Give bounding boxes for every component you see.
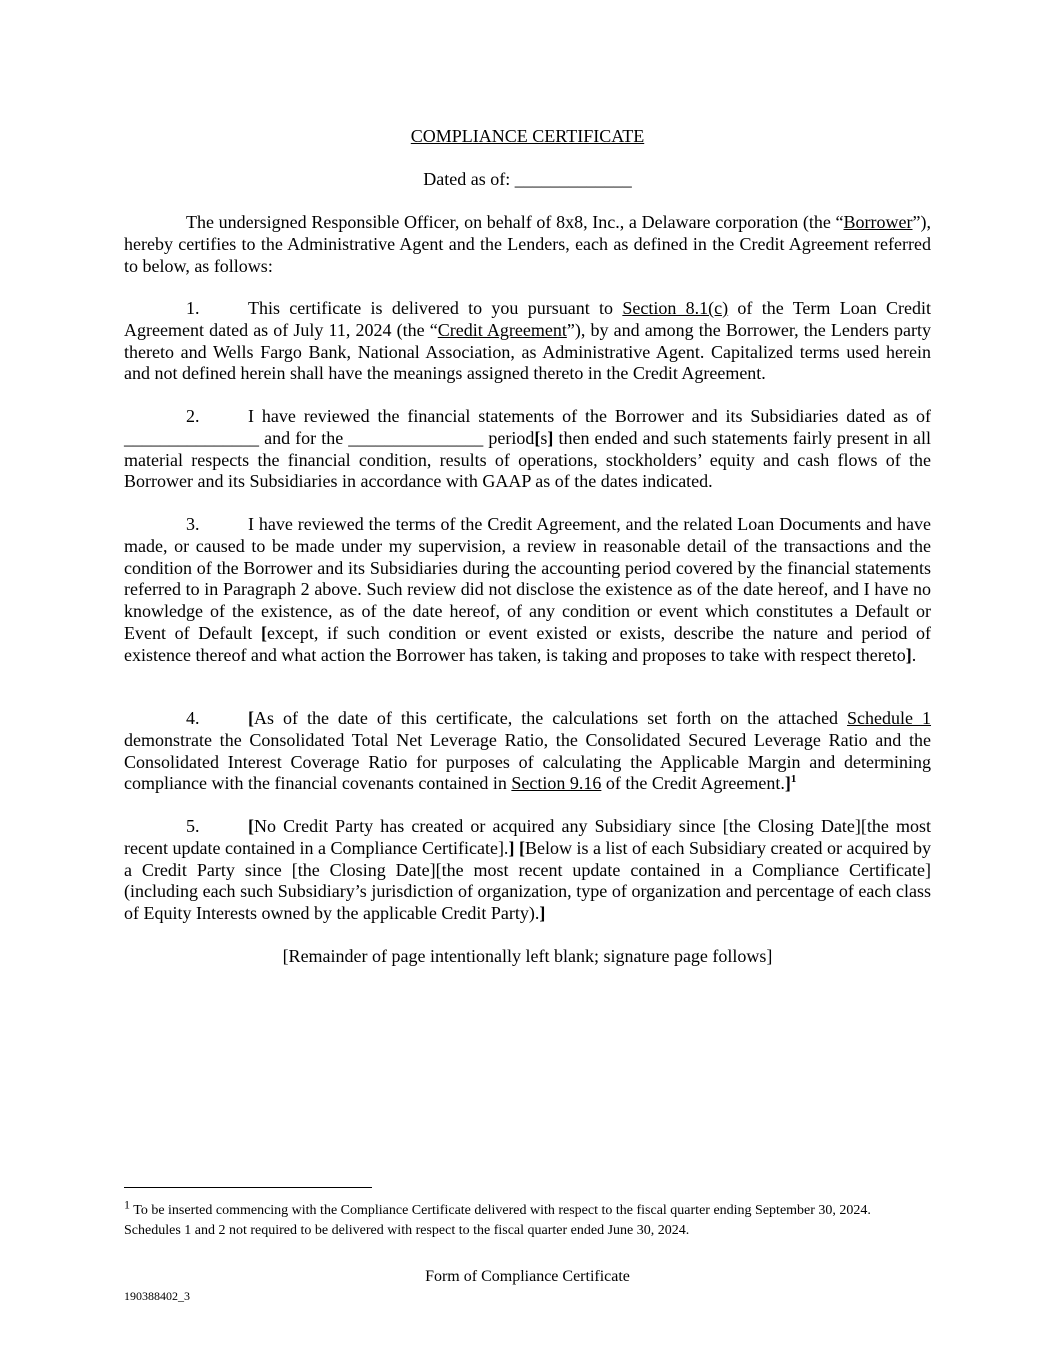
paragraph-number: 5. — [186, 816, 200, 836]
paragraph-number: 2. — [186, 406, 200, 426]
footnote-text: To be inserted commencing with the Compliance Certificate delivered with respect to the fiscal quarter ending September 30, 2024. Schedules 1 and 2 not required to be delivered with respect to the fiscal quarter ended June 30, 2024. — [124, 1203, 871, 1238]
intro-paragraph: The undersigned Responsible Officer, on behalf of 8x8, Inc., a Delaware corporation (the “Borrower”), hereby certifies to the Administrative Agent and the Lenders, each as defined in the Credit Agreement referred to below, as follows: — [124, 212, 931, 276]
paragraph-number: 3. — [186, 514, 200, 534]
footnote — [124, 1197, 924, 1241]
footer-form-title: Form of Compliance Certificate — [425, 1268, 630, 1285]
paragraph-number: 4. — [186, 708, 200, 728]
footnote-marker: 1 — [790, 773, 797, 786]
date-blank: _______________ — [124, 427, 259, 448]
paragraph-number: 1. — [186, 298, 200, 318]
period-blank: _______________ — [348, 427, 484, 448]
section-reference: Section 8.1(c) — [622, 298, 729, 318]
dated-label: Dated as of: — [423, 169, 511, 189]
remainder-note: [Remainder of page intentionally left blank; signature page follows] — [282, 946, 773, 966]
section-reference: Section 9.16 — [511, 773, 602, 794]
paragraph-5: 5. [No Credit Party has created or acquired any Subsidiary since [the Closing Date][the most recent update contained in a Compliance Certificate].] [Below is a list of each Subsidiary created or acquired by a Credit Party since [the Closing Date][the most recent update contained in a Compliance Certificate] (including each such Subsidiary’s jurisdiction of organization, type of organization and percentage of each class of Equity Interests owned by the applicable Credit Party).] — [124, 816, 932, 924]
paragraph-3: 3. I have reviewed the terms of the Credit Agreement, and the related Loan Documents and have made, or caused to be made under my supervision, a review in reasonable detail of the transactions and the condition of the Borrower and its Subsidiaries during the accounting period covered by the financial statements referred to in Paragraph 2 above. Such review did not disclose the existence as of the date hereof, and I have no knowledge of the existence, as of the date hereof, of any condition or event which constitutes a Default or Event of Default [except, if such condition or event existed or exists, describe the nature and period of existence thereof and what action the Borrower has taken, is taking and proposes to take with respect thereto]. — [124, 514, 931, 665]
document-title: COMPLIANCE CERTIFICATE — [410, 126, 645, 146]
dated-as-of — [0, 168, 1055, 190]
document-id: 190388402_3 — [124, 1289, 190, 1303]
paragraph-1: 1. This certificate is delivered to you pursuant to Section 8.1(c) of the Term Loan Credit Agreement dated as of July 11, 2024 (the “Credit Agreement”), by and among the Borrower, the Lenders party thereto and Wells Fargo Bank, National Association, as Administrative Agent. Capitalized terms used herein and not defined herein shall have the meanings assigned thereto in the Credit Agreement. — [124, 298, 932, 384]
footnote-number: 1 — [124, 1197, 130, 1212]
footnote-divider — [124, 1187, 372, 1188]
paragraph-4: 4. [As of the date of this certificate, the calculations set forth on the attached Schedule 1 demonstrate the Consolidated Total Net Leverage Ratio, the Consolidated Secured Leverage Ratio and the Consolidated Interest Coverage Ratio for purposes of calculating the Applicable Margin and determining compliance with the financial covenants contained in Section 9.16 of the Credit Agreement.]$^1$ — [124, 708, 932, 794]
paragraph-2: 2. I have reviewed the financial statements of the Borrower and its Subsidiaries dated as of _______________ and for the _______________ period[s] then ended and such statements fairly present in all material respects the financial condition, results of operations, stockholders’ equity and cash flows of the Borrower and its Subsidiaries in accordance with GAAP as of the dates indicated. — [124, 406, 932, 492]
credit-agreement-term: Credit Agreement — [437, 319, 567, 340]
dated-blank: _____________ — [514, 169, 632, 189]
schedule-reference: Schedule 1 — [847, 708, 932, 728]
borrower-term: Borrower — [843, 212, 913, 232]
